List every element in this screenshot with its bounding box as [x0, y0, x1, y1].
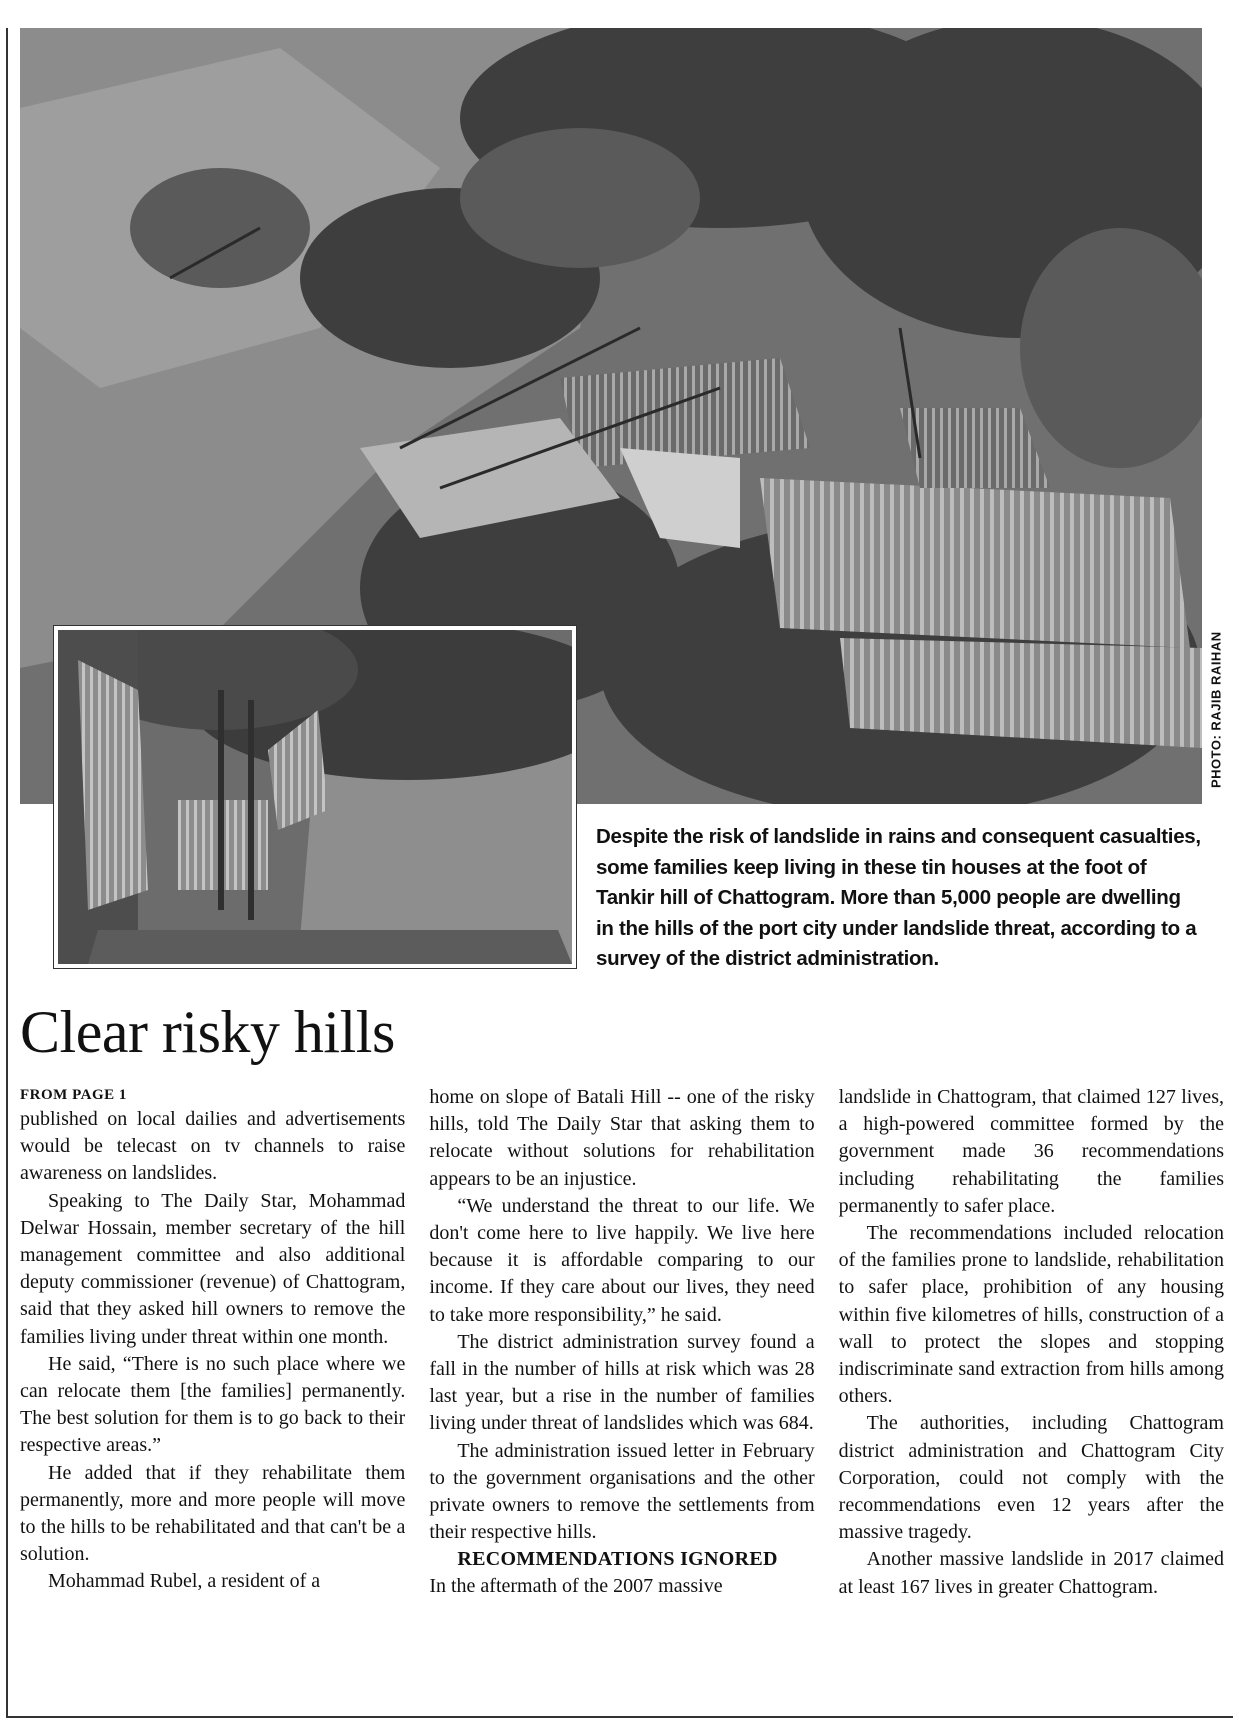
paragraph: published on local dailies and advertisements would be telecast on tv channels to raise awareness on landslides.: [20, 1108, 406, 1185]
column-3: [839, 1084, 1224, 1712]
bottom-page-rule: [6, 1716, 1233, 1718]
paragraph: home on slope of Batali Hill -- one of the risky hills, told The Daily Star that asking them to relocate without solutions for rehabilitation appears to be an injustice.: [429, 1086, 815, 1190]
column-1: [20, 1084, 405, 1712]
photo-credit: PHOTO: RAJIB RAIHAN: [1208, 631, 1224, 789]
paragraph: He added that if they rehabilitate them permanently, more and more people will move to the hills to be rehabilitated and that can't be a solution.: [20, 1461, 406, 1566]
paragraph: The authorities, including Chattogram district administration and Chattogram City Corporation, could not comply with the recommendations even 12 years after the massive tragedy.: [838, 1412, 1224, 1544]
paragraph: In the aftermath of the 2007 massive: [429, 1575, 723, 1598]
paragraph: The administration issued letter in February to the government organisations and the other private owners to remove the settlements from their respective hills.: [429, 1439, 815, 1544]
column-2: [429, 1084, 814, 1712]
paragraph: landslide in Chattogram, that claimed 127 lives, a high-powered committee formed by the government made 36 recommendations including rehabilitating the families permanently to safer place.: [838, 1086, 1224, 1217]
paragraph: The district administration survey found a fall in the number of hills at risk which was 28 last year, but a rise in the number of families living under threat of landslides which was 684.: [429, 1330, 815, 1435]
paragraph: Speaking to The Daily Star, Mohammad Delwar Hossain, member secretary of the hill management committee and also additional deputy commissioner (revenue) of Chattogram, said that they asked hill owners to remove the families living under threat within one month.: [20, 1189, 406, 1348]
dateline: FROM PAGE 1: [20, 1087, 127, 1103]
paragraph: He said, “There is no such place where we can relocate them [the families] permanently. The best solution for them is to go back to their respective areas.”: [20, 1352, 406, 1457]
headline: Clear risky hills: [20, 999, 395, 1065]
paragraph: The recommendations included relocation of the families prone to landslide, rehabilitation to safer place, prohibition of any housing within five kilometres of hills, construction of a wall to protect the slopes and stopping indiscriminate sand extraction from hills among others.: [838, 1222, 1224, 1408]
paragraph: Another massive landslide in 2017 claimed at least 167 lives in greater Chattogram.: [838, 1548, 1224, 1598]
left-page-rule: [6, 28, 8, 1718]
subhead: RECOMMENDATIONS IGNORED: [457, 1548, 778, 1571]
inset-photo: [54, 626, 576, 968]
article-body: [20, 1084, 1224, 1712]
photo-caption: Despite the risk of landslide in rains and consequent casualties, some families keep living in these tin houses at the foot of Tankir hill of Chattogram. More than 5,000 people are dwelling in the hills of the port city under landslide threat, according to a survey of the district administration.: [596, 825, 1201, 970]
paragraph: “We understand the threat to our life. We don't come here to live happily. We live here because it is affordable comparing to our income. If they care about our lives, they need to take more responsibility,” he said.: [429, 1194, 815, 1326]
paragraph: Mohammad Rubel, a resident of a: [48, 1570, 321, 1593]
